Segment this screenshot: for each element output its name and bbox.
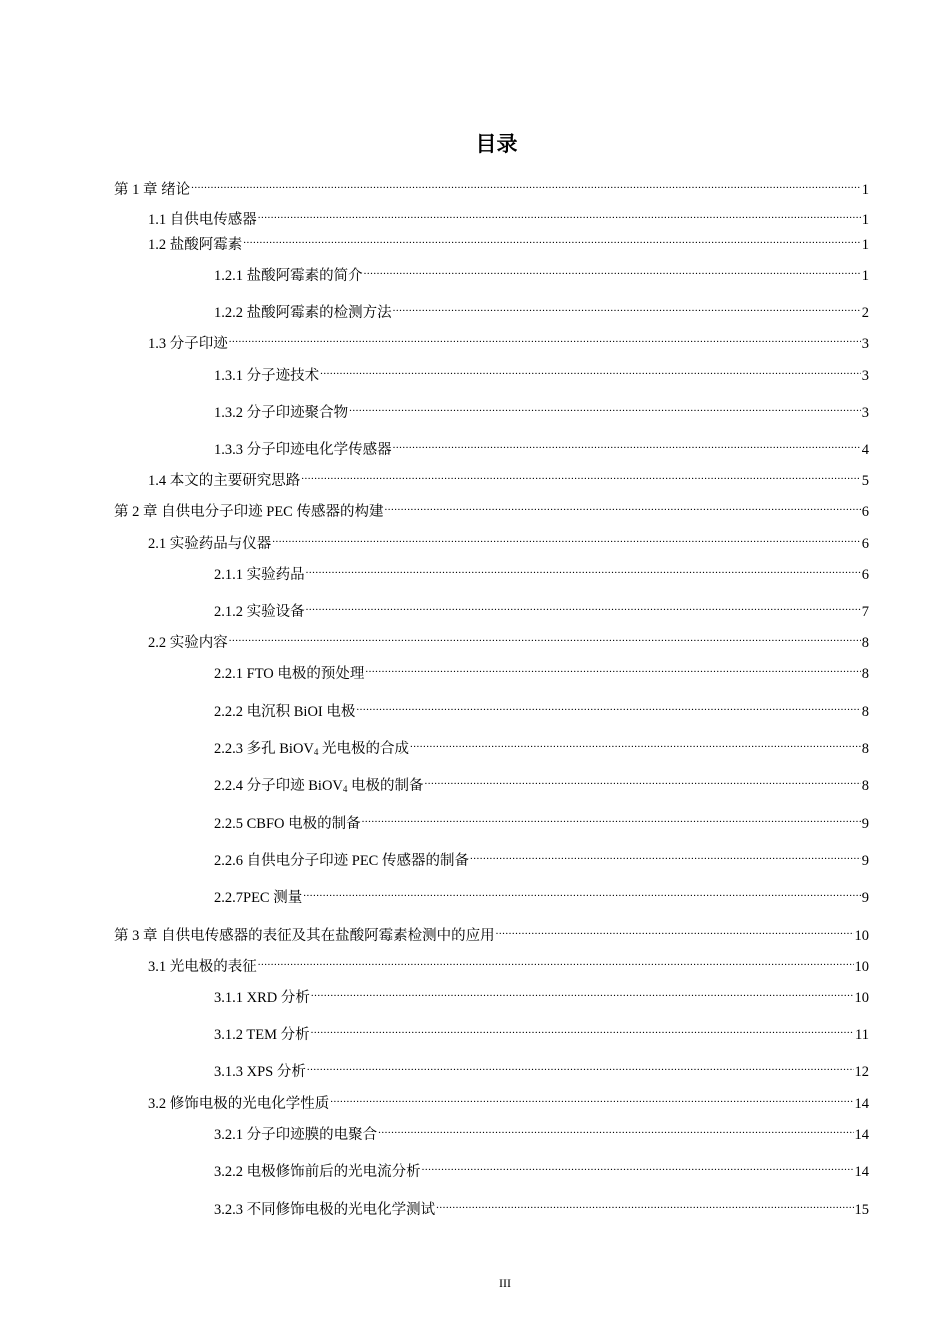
dot-leader — [393, 299, 861, 317]
toc-entry-page: 14 — [854, 1164, 869, 1180]
dot-leader — [272, 530, 861, 548]
toc-entry-label: 2.2.1 FTO 电极的预处理 — [214, 666, 365, 682]
toc-entry-page: 7 — [861, 604, 869, 620]
toc-entry-page: 8 — [861, 635, 869, 651]
toc-entry-page: 15 — [854, 1202, 869, 1218]
dot-leader — [306, 561, 861, 579]
toc-entry-page: 12 — [854, 1064, 869, 1080]
toc-entry-page: 9 — [861, 853, 869, 869]
toc-entry-page: 1 — [861, 182, 869, 198]
toc-entry-1-1[interactable] — [148, 206, 869, 228]
dot-leader — [393, 436, 861, 454]
dot-leader — [229, 330, 861, 348]
toc-entry-1-2-2[interactable] — [214, 299, 869, 321]
toc-entry-3-1-3[interactable] — [214, 1058, 869, 1080]
dot-leader — [303, 884, 861, 902]
toc-entry-3-1-2[interactable] — [214, 1021, 869, 1043]
toc-entry-2-1-1[interactable] — [214, 561, 869, 583]
toc-entry-page: 8 — [861, 666, 869, 682]
toc-entry-page: 6 — [861, 504, 869, 520]
subscript: 4 — [342, 784, 348, 794]
dot-leader — [306, 598, 861, 616]
toc-entry-label — [214, 740, 409, 761]
toc-entry-1-4[interactable] — [148, 467, 869, 489]
dot-leader — [364, 262, 861, 280]
toc-entry-label: 3.1.3 XPS 分析 — [214, 1064, 306, 1080]
toc-entry-page: 5 — [861, 473, 869, 489]
dot-leader — [356, 698, 860, 716]
toc-entry-page: 11 — [855, 1027, 869, 1043]
dot-leader — [436, 1196, 853, 1214]
toc-entry-label: 2.2.6 自供电分子印迹 PEC 传感器的制备 — [214, 853, 469, 869]
dot-leader — [362, 810, 861, 828]
toc-entry-label: 1.2 盐酸阿霉素 — [148, 237, 243, 253]
toc-entry-label: 2.2.5 CBFO 电极的制备 — [214, 816, 361, 832]
toc-entry-label: 2.1.1 实验药品 — [214, 567, 305, 583]
toc-entry-label: 2.2.7PEC 测量 — [214, 890, 303, 906]
toc-entry-label: 1.3.2 分子印迹聚合物 — [214, 405, 349, 421]
toc-entry-label: 3.2 修饰电极的光电化学性质 — [148, 1096, 330, 1112]
dot-leader — [425, 772, 861, 790]
toc-entry-1-3[interactable] — [148, 330, 869, 352]
toc-entry-page: 10 — [854, 959, 869, 975]
toc-entry-page: 3 — [861, 336, 869, 352]
dot-leader — [311, 984, 854, 1002]
dot-leader — [229, 629, 861, 647]
toc-entry-label: 2.1 实验药品与仪器 — [148, 536, 272, 552]
toc-entry-1-3-3[interactable] — [214, 436, 869, 458]
toc-entry-page: 14 — [854, 1127, 869, 1143]
toc-entry-2-2-5[interactable] — [214, 810, 869, 832]
toc-entry-page: 6 — [861, 567, 869, 583]
dot-leader — [378, 1121, 853, 1139]
label-text: 电极的制备 — [347, 778, 424, 794]
toc-entry-2-1[interactable] — [148, 530, 869, 552]
dot-leader — [243, 231, 861, 249]
toc-entry-2-2-4[interactable] — [214, 772, 869, 794]
page-number: III — [499, 1276, 511, 1290]
toc-entry-page: 1 — [861, 212, 869, 228]
toc-entry-3-1-1[interactable] — [214, 984, 869, 1006]
dot-leader — [349, 399, 861, 417]
toc-entry-label: 3.2.1 分子印迹膜的电聚合 — [214, 1127, 378, 1143]
toc-entry-page: 3 — [861, 368, 869, 384]
dot-leader — [410, 735, 861, 753]
toc-entry-page: 6 — [861, 536, 869, 552]
toc-entry-ch3[interactable] — [114, 922, 869, 944]
toc-entry-1-2-1[interactable] — [214, 262, 869, 284]
toc-entry-ch2[interactable] — [114, 498, 869, 520]
toc-entry-3-1[interactable] — [148, 953, 869, 975]
toc-entry-page: 8 — [861, 704, 869, 720]
toc-entry-label: 3.2.2 电极修饰前后的光电流分析 — [214, 1164, 421, 1180]
toc-entry-2-2-2[interactable] — [214, 698, 869, 720]
toc-entry-page: 9 — [861, 890, 869, 906]
toc-entry-label: 第 2 章 自供电分子印迹 PEC 传感器的构建 — [114, 504, 384, 520]
toc-entry-2-2-7[interactable] — [214, 884, 869, 906]
toc-entry-label: 1.4 本文的主要研究思路 — [148, 473, 301, 489]
toc-entry-label: 1.2.1 盐酸阿霉素的简介 — [214, 268, 363, 284]
label-text: 2.2.4 分子印迹 BiOV — [214, 778, 343, 794]
toc-entry-page: 1 — [861, 268, 869, 284]
toc-entry-label — [214, 777, 424, 798]
toc-entry-2-2[interactable] — [148, 629, 869, 651]
dot-leader — [258, 953, 854, 971]
dot-leader — [330, 1090, 853, 1108]
toc-entry-label: 2.2 实验内容 — [148, 635, 228, 651]
toc-entry-1-3-1[interactable] — [214, 362, 869, 384]
label-text: 2.2.3 多孔 BiOV — [214, 741, 314, 757]
toc-entry-label: 3.1.1 XRD 分析 — [214, 990, 310, 1006]
toc-entry-page: 8 — [861, 778, 869, 794]
label-text: 光电极的合成 — [318, 741, 410, 757]
toc-entry-page: 4 — [861, 442, 869, 458]
toc-entry-label: 1.3.3 分子印迹电化学传感器 — [214, 442, 392, 458]
dot-leader — [258, 206, 861, 224]
toc-entry-label: 1.2.2 盐酸阿霉素的检测方法 — [214, 305, 392, 321]
toc-entry-page: 2 — [861, 305, 869, 321]
toc-entry-label: 3.2.3 不同修饰电极的光电化学测试 — [214, 1202, 436, 1218]
toc-entry-2-2-3[interactable] — [214, 735, 869, 757]
dot-leader — [365, 660, 860, 678]
toc-entry-page: 10 — [854, 928, 869, 944]
toc-entry-3-2-3[interactable] — [214, 1196, 869, 1218]
toc-entry-page: 1 — [861, 237, 869, 253]
toc-entry-label: 1.3 分子印迹 — [148, 336, 228, 352]
toc-entry-label: 1.1 自供电传感器 — [148, 212, 257, 228]
toc-entry-ch1[interactable] — [114, 176, 869, 198]
toc-entry-label: 第 1 章 绪论 — [114, 182, 191, 198]
dot-leader — [191, 176, 861, 194]
toc-entry-1-3-2[interactable] — [214, 399, 869, 421]
dot-leader — [301, 467, 861, 485]
dot-leader — [496, 922, 854, 940]
toc-entry-1-2[interactable] — [148, 231, 869, 253]
toc-entry-3-2-2[interactable] — [214, 1158, 869, 1180]
toc-entry-2-2-6[interactable] — [214, 847, 869, 869]
toc-entry-2-1-2[interactable] — [214, 598, 869, 620]
dot-leader — [422, 1158, 854, 1176]
toc-entry-label: 3.1.2 TEM 分析 — [214, 1027, 310, 1043]
toc-entry-3-2[interactable] — [148, 1090, 869, 1112]
toc-entry-page: 10 — [854, 990, 869, 1006]
toc-entry-page: 8 — [861, 741, 869, 757]
toc-entry-page: 3 — [861, 405, 869, 421]
dot-leader — [320, 362, 861, 380]
toc-entry-label: 2.1.2 实验设备 — [214, 604, 305, 620]
dot-leader — [384, 498, 860, 516]
dot-leader — [470, 847, 861, 865]
toc-entry-page: 9 — [861, 816, 869, 832]
toc-entry-label: 第 3 章 自供电传感器的表征及其在盐酸阿霉素检测中的应用 — [114, 928, 495, 944]
toc-entry-3-2-1[interactable] — [214, 1121, 869, 1143]
subscript: 4 — [313, 747, 319, 757]
toc-entry-label: 1.3.1 分子迹技术 — [214, 368, 320, 384]
page-title: 目录 — [475, 132, 518, 156]
dot-leader — [311, 1021, 854, 1039]
toc-entry-2-2-1[interactable] — [214, 660, 869, 682]
dot-leader — [307, 1058, 854, 1076]
toc-entry-label: 2.2.2 电沉积 BiOI 电极 — [214, 704, 356, 720]
toc-entry-page: 14 — [854, 1096, 869, 1112]
toc-entry-label: 3.1 光电极的表征 — [148, 959, 257, 975]
